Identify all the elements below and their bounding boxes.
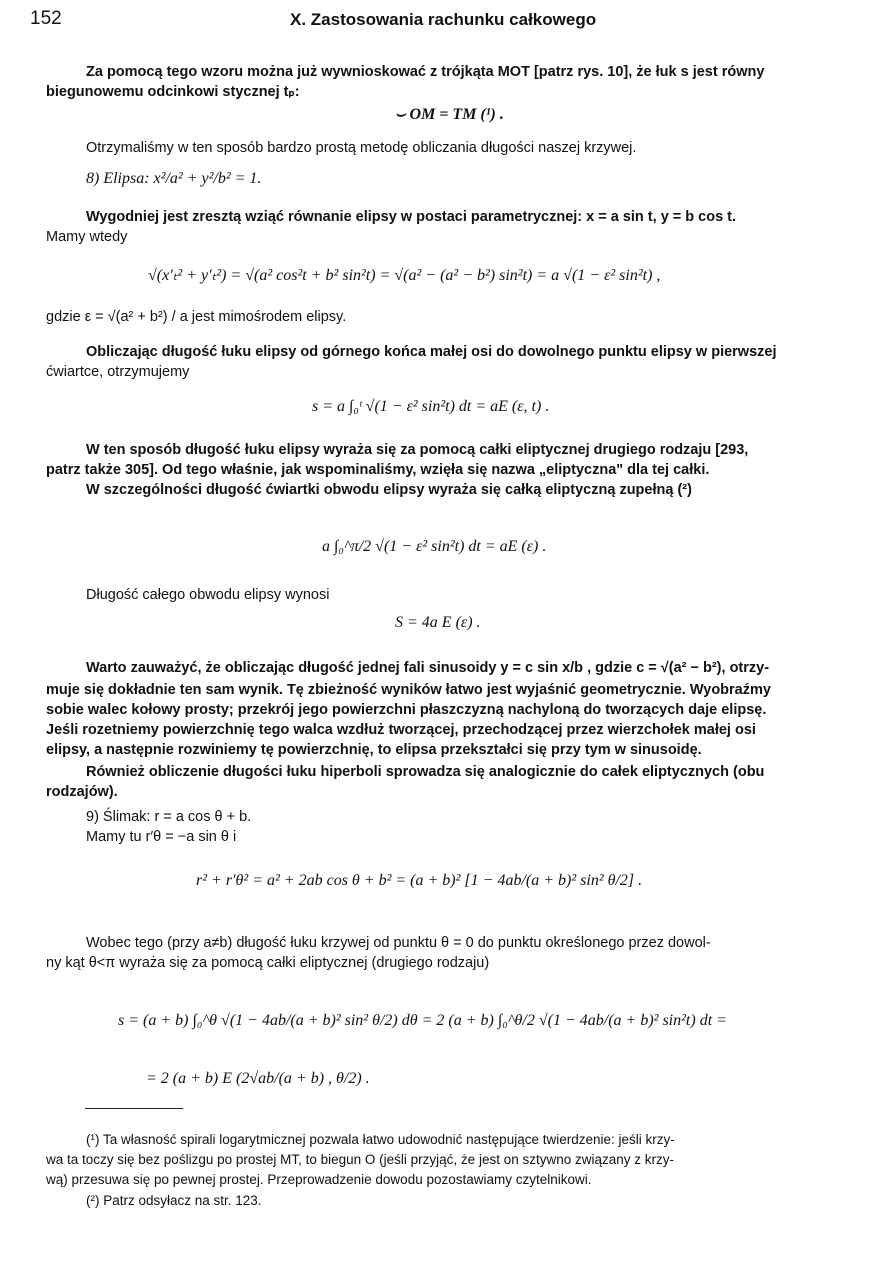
equation-limacon-arc: s = (a + b) ∫₀^θ √(1 − 4ab/(a + b)² sin² θ/2) dθ = 2 (a + b) ∫₀^θ/2 √(1 − 4ab/(a + b)² sin²t) dt = xyxy=(118,1012,727,1029)
paragraph-11-cont: Mamy tu r′θ = −a sin θ i xyxy=(86,829,237,845)
paragraph-9-line-2: muje się dokładnie ten sam wynik. Tę zbieżność wyników łatwo jest wyjaśnić geometrycznie. Wyobraźmy xyxy=(46,682,771,698)
paragraph-4: gdzie ε = √(a² + b²) / a jest mimośrodem elipsy. xyxy=(46,309,347,325)
equation-arc-length-element: √(x′ₜ² + y′ₜ²) = √(a² cos²t + b² sin²t) = √(a² − (a² − b²) sin²t) = a √(1 − ε² sin²t) , xyxy=(148,267,661,284)
paragraph-9-line-3: sobie walec kołowy prosty; przekrój jego powierzchni płaszczyzną nachyloną do tworzących daje elipsę. xyxy=(46,702,767,718)
footnote-1: (¹) Ta własność spirali logarytmicznej pozwala łatwo udowodnić następujące twierdzenie: jeśli krzy- xyxy=(86,1132,675,1147)
paragraph-1: Za pomocą tego wzoru można już wywnioskować z trójkąta MOT [patrz rys. 10], że łuk s jest równy xyxy=(86,64,765,80)
running-title: X. Zastosowania rachunku całkowego xyxy=(290,10,597,29)
paragraph-6: W ten sposób długość łuku elipsy wyraża się za pomocą całki eliptycznej drugiego rodzaju [293, xyxy=(86,442,749,458)
equation-ellipse: 8) Elipsa: x²/a² + y²/b² = 1. xyxy=(86,170,262,187)
paragraph-5-cont: ćwiartce, otrzymujemy xyxy=(46,364,190,380)
paragraph-10: Również obliczenie długości łuku hiperboli sprowadza się analogicznie do całek eliptycznych (obu xyxy=(86,764,765,780)
equation-limacon: r² + r′θ² = a² + 2ab cos θ + b² = (a + b)² [1 − 4ab/(a + b)² sin² θ/2] . xyxy=(196,872,643,889)
paragraph-7: W szczególności długość ćwiartki obwodu elipsy wyraża się całką eliptyczną zupełną (²) xyxy=(86,482,692,498)
paragraph-11: 9) Ślimak: r = a cos θ + b. xyxy=(86,809,252,825)
paragraph-9: Warto zauważyć, że obliczając długość jednej fali sinusoidy y = c sin x/b , gdzie c = √(a² − b²), otrzy- xyxy=(86,660,770,676)
paragraph-12-cont: ny kąt θ<π wyraża się za pomocą całki eliptycznej (drugiego rodzaju) xyxy=(46,955,490,971)
paragraph-6-cont: patrz także 305]. Od tego właśnie, jak wspominaliśmy, wzięła się nazwa „eliptyczna" dla tej całki. xyxy=(46,462,710,478)
paragraph-10-cont: rodzajów). xyxy=(46,784,118,800)
paragraph-1-cont: biegunowemu odcinkowi stycznej tₚ: xyxy=(46,84,300,100)
paragraph-9-line-5: elipsy, a następnie rozwiniemy tę powierzchnię, to elipsa przekształci się przy tym w sinusoidę. xyxy=(46,742,702,758)
footnote-rule xyxy=(85,1108,183,1109)
equation-perimeter: S = 4a E (ε) . xyxy=(395,614,481,631)
paragraph-3-cont: Mamy wtedy xyxy=(46,229,128,245)
equation-ellipse-arc: s = a ∫₀ᵗ √(1 − ε² sin²t) dt = aE (ε, t) . xyxy=(312,398,550,415)
paragraph-12: Wobec tego (przy a≠b) długość łuku krzywej od punktu θ = 0 do punktu określonego przez dowol- xyxy=(86,935,711,951)
footnote-1-line-3: wą) przesuwa się po pewnej prostej. Przeprowadzenie dowodu pozostawiamy czytelnikowi. xyxy=(46,1172,592,1187)
equation-quarter-perimeter: a ∫₀^π/2 √(1 − ε² sin²t) dt = aE (ε) . xyxy=(322,538,547,555)
equation-arc: ⌣ OM = TM (¹) . xyxy=(395,106,504,123)
paragraph-9-line-4: Jeśli rozetniemy powierzchnię tego walca wzdłuż tworzącej, przechodzącej przez wierzchołek małej osi xyxy=(46,722,756,738)
page-number: 152 xyxy=(30,8,62,29)
paragraph-2: Otrzymaliśmy w ten sposób bardzo prostą metodę obliczania długości naszej krzywej. xyxy=(86,140,637,156)
footnote-2: (²) Patrz odsyłacz na str. 123. xyxy=(86,1193,262,1208)
footnote-1-line-2: wa ta toczy się bez poślizgu po prostej MT, to biegun O (jeśli przyjąć, że jest on sztywno związany z krzy- xyxy=(46,1152,675,1167)
equation-limacon-result: = 2 (a + b) E (2√ab/(a + b) , θ/2) . xyxy=(146,1070,370,1087)
paragraph-5: Obliczając długość łuku elipsy od górnego końca małej osi do dowolnego punktu elipsy w pierwszej xyxy=(86,344,777,360)
paragraph-8: Długość całego obwodu elipsy wynosi xyxy=(86,587,330,603)
paragraph-3: Wygodniej jest zresztą wziąć równanie elipsy w postaci parametrycznej: x = a sin t, y = b cos t. xyxy=(86,209,737,225)
